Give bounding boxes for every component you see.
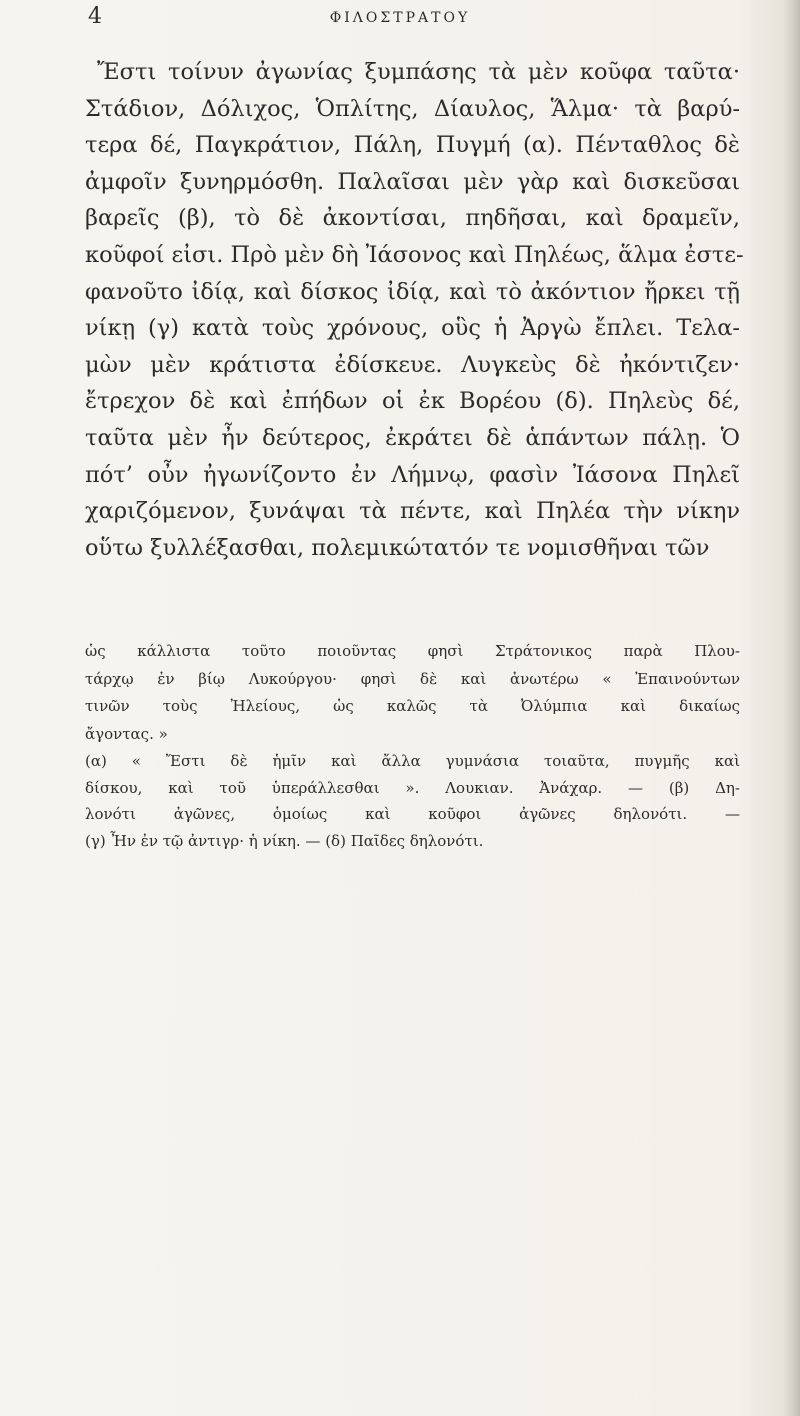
page-number: 4 — [88, 4, 102, 29]
footnote-line: δίσκου, καὶ τοῦ ὑπεράλλεσθαι ». Λουκιαν. Ἀνάχαρ. — (β) Δη- — [85, 778, 740, 797]
note-quote-line: ὡς κάλλιστα τοῦτο ποιοῦντας φησὶ Στράτονικος παρὰ Πλου- — [85, 642, 740, 660]
main-text-line: βαρεῖς (β), τὸ δὲ ἀκοντίσαι, πηδῆσαι, καὶ δραμεῖν, — [85, 205, 740, 232]
note-quote-line: τινῶν τοὺς Ἠλείους, ὡς καλῶς τὰ Ὀλύμπια καὶ δικαίως — [85, 697, 740, 715]
main-text-line: νίκῃ (γ) κατὰ τοὺς χρόνους, οὓς ἡ Ἀργὼ ἔπλει. Τελα- — [85, 315, 740, 342]
note-quote-line: τάρχῳ ἐν βίῳ Λυκούργου· φησὶ δὲ καὶ ἀνωτέρω « Ἐπαινούντων — [85, 669, 740, 688]
main-text-line: κοῦφοί εἰσι. Πρὸ μὲν δὴ Ἰάσονος καὶ Πηλέως, ἅλμα ἐστε- — [85, 241, 744, 268]
main-text-line: χαριζόμενον, ξυνάψαι τὰ πέντε, καὶ Πηλέα τὴν νίκην — [85, 498, 740, 525]
page-edge-shadow — [782, 0, 800, 1416]
footnote-line: λονότι ἀγῶνες, ὁμοίως καὶ κοῦφοι ἀγῶνες δηλονότι. — — [85, 805, 740, 823]
footnote-line: (α) « Ἔστι δὲ ἡμῖν καὶ ἄλλα γυμνάσια τοιαῦτα, πυγμῆς καὶ — [85, 752, 740, 770]
running-head: ΦΙΛΟΣΤΡΑΤΟΥ — [329, 10, 471, 26]
main-text-line: μὼν μὲν κράτιστα ἐδίσκευε. Λυγκεὺς δὲ ἠκόντιζεν· — [85, 351, 740, 378]
main-text-line: πότ’ οὖν ἠγωνίζοντο ἐν Λήμνῳ, φασὶν Ἰάσονα Πηλεῖ — [85, 461, 740, 488]
main-text-line: Στάδιον, Δόλιχος, Ὁπλίτης, Δίαυλος, Ἅλμα· τὰ βαρύ- — [85, 95, 740, 122]
main-text-line: τερα δέ, Παγκράτιον, Πάλη, Πυγμή (α). Πένταθλος δὲ — [85, 132, 740, 159]
main-text-line: ἀμφοῖν ξυνηρμόσθη. Παλαῖσαι μὲν γὰρ καὶ δισκεῦσαι — [85, 168, 740, 195]
footnote-line: (γ) Ἦν ἐν τῷ ἀντιγρ· ἡ νίκη. — (δ) Παῖδες δηλονότι. — [85, 831, 484, 850]
page-header — [0, 4, 800, 44]
main-text-line: ἔτρεχον δὲ καὶ ἐπήδων οἱ ἐκ Βορέου (δ). Πηλεὺς δέ, — [85, 388, 740, 415]
footnotes — [85, 748, 740, 854]
main-text — [85, 54, 744, 566]
main-text-line: φανοῦτο ἰδίᾳ, καὶ δίσκος ἰδίᾳ, καὶ τὸ ἀκόντιον ἤρκει τῇ — [85, 278, 740, 305]
main-text-line: οὕτω ξυλλέξασθαι, πολεμικώτατόν τε νομισθῆναι τῶν — [85, 534, 710, 561]
main-text-line: Ἔστι τοίνυν ἀγωνίας ξυμπάσης τὰ μὲν κοῦφα ταῦτα· — [97, 59, 740, 85]
note-quote-line: ἄγοντας. » — [85, 724, 168, 743]
main-text-line: ταῦτα μὲν ἦν δεύτερος, ἐκράτει δὲ ἁπάντων πάλῃ. Ὁ — [85, 424, 740, 451]
note-quote — [85, 638, 740, 748]
